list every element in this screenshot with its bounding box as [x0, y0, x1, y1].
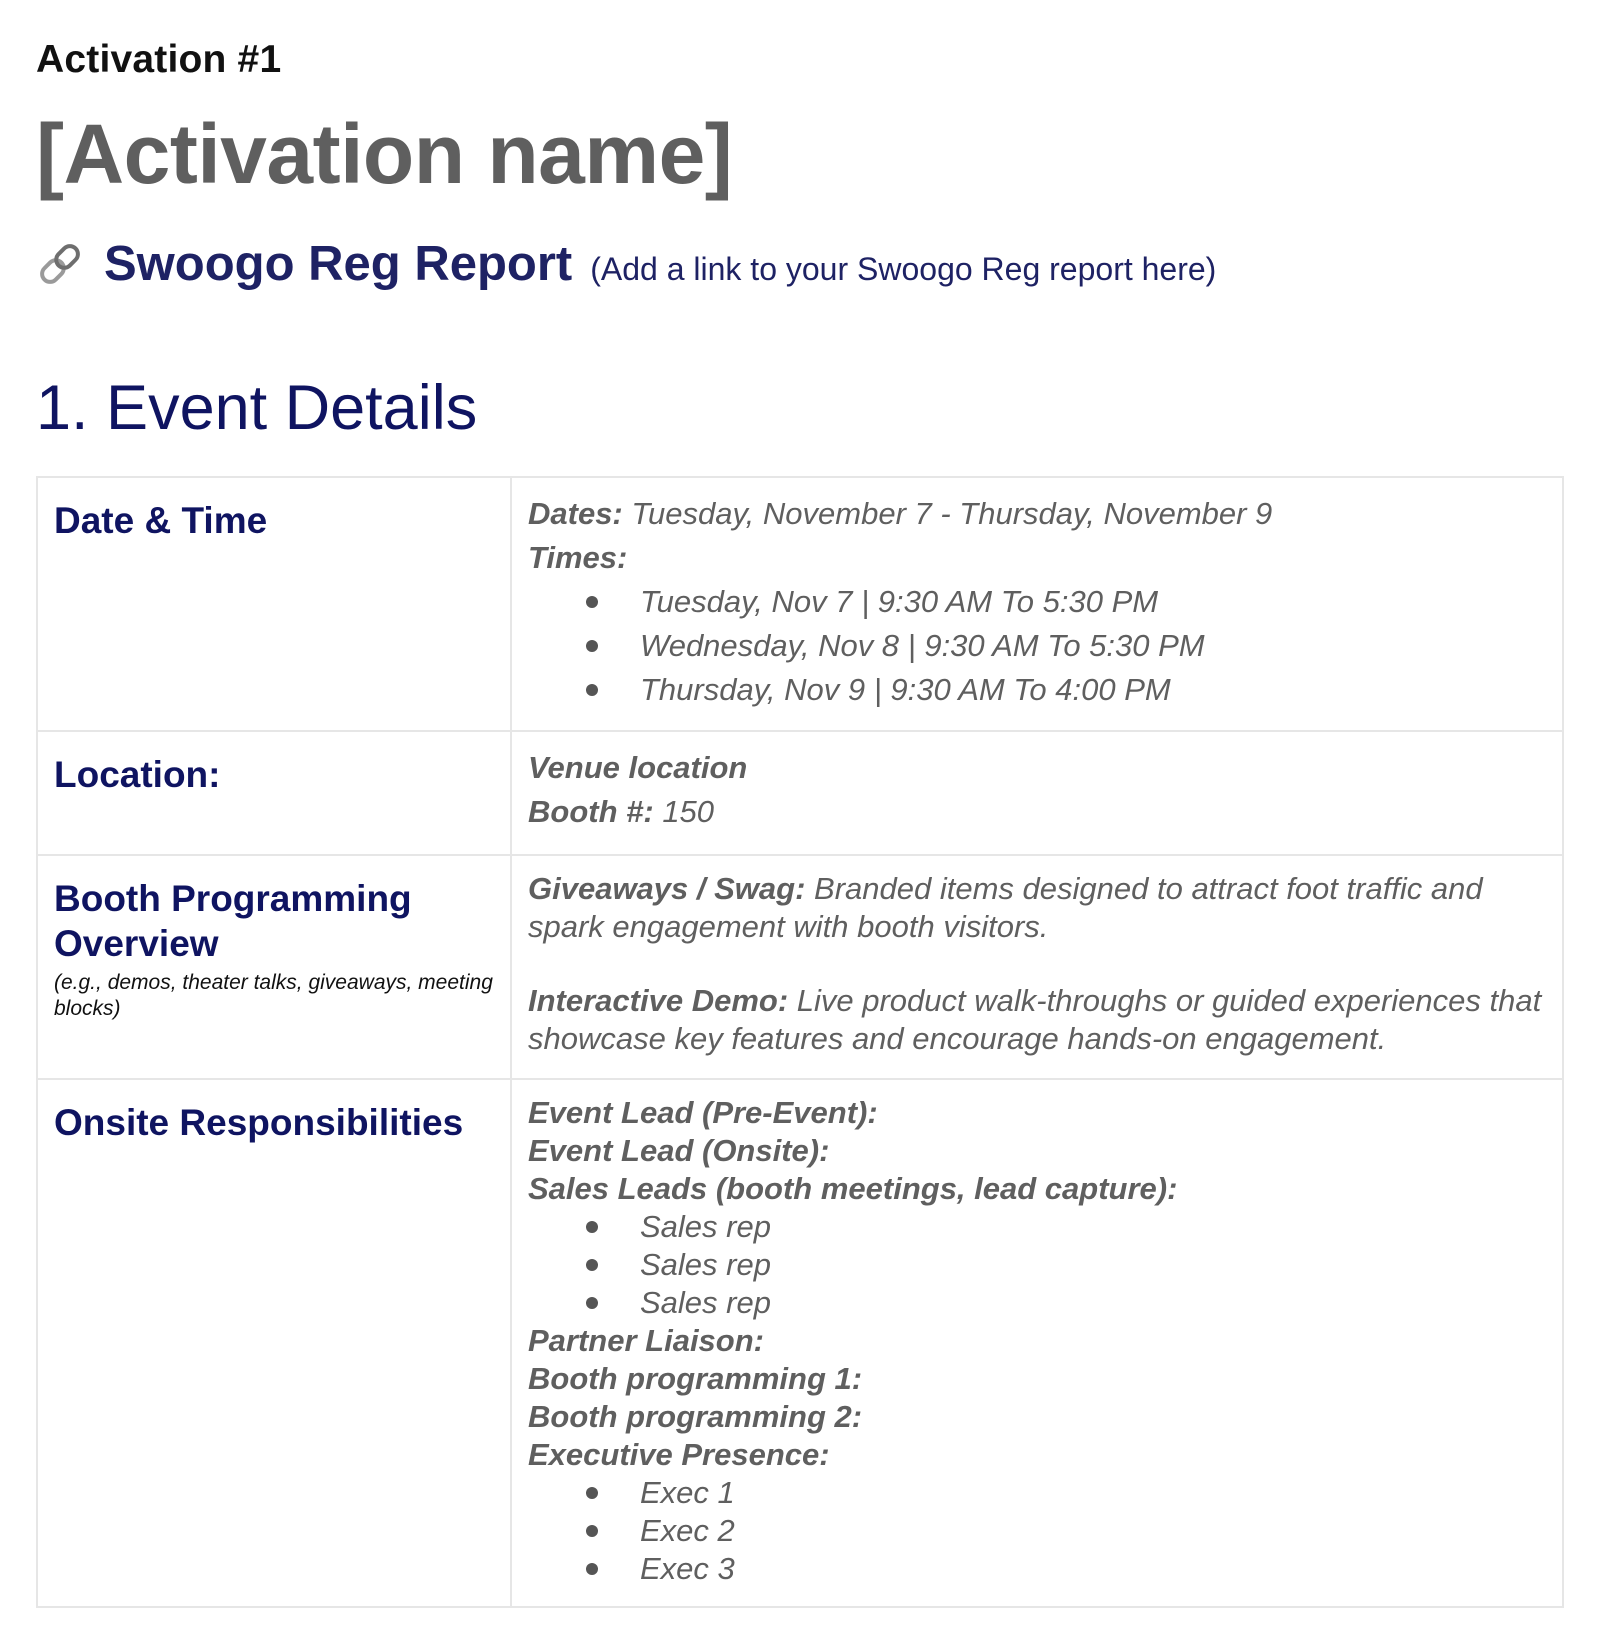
times-key: Times: [528, 540, 628, 575]
list-item: Exec 2 [586, 1512, 1546, 1550]
table-row-booth-programming [37, 855, 1563, 1079]
execs-list [528, 1474, 1546, 1588]
list-item: Thursday, Nov 9 | 9:30 AM To 4:00 PM [586, 668, 1546, 712]
bullet-icon [586, 1487, 598, 1499]
activation-name-title[interactable]: [Activation name] [36, 107, 733, 201]
row-label-location: Location: [54, 754, 221, 795]
paragraph-gap [528, 946, 1546, 982]
list-item: Sales rep [586, 1246, 1546, 1284]
booth-value: 150 [653, 794, 715, 829]
value-cell-location[interactable] [511, 731, 1563, 855]
list-item: Exec 1 [586, 1474, 1546, 1512]
booth-key: Booth #: [528, 794, 654, 829]
list-item: Tuesday, Nov 7 | 9:30 AM To 5:30 PM [586, 580, 1546, 624]
label-cell [37, 855, 511, 1079]
sales-leads: Sales Leads (booth meetings, lead capture): [528, 1171, 1178, 1206]
demo-paragraph [528, 982, 1546, 1058]
booth-programming-2: Booth programming 2: [528, 1399, 863, 1434]
row-hint-booth-programming: (e.g., demos, theater talks, giveaways, meeting blocks) [54, 971, 493, 1020]
times-list [528, 580, 1546, 712]
demo-value: Live product walk-throughs or guided experiences that showcase key features and encourage hands-on engagement. [528, 983, 1542, 1056]
table-row-onsite [37, 1079, 1563, 1607]
list-item: Wednesday, Nov 8 | 9:30 AM To 5:30 PM [586, 624, 1546, 668]
reg-report-row [36, 232, 1216, 292]
value-cell-onsite[interactable] [511, 1079, 1563, 1607]
list-item: Sales rep [586, 1208, 1546, 1246]
swoogo-reg-report-link[interactable]: Swoogo Reg Report [104, 237, 573, 291]
reg-report-note: (Add a link to your Swoogo Reg report here) [590, 251, 1217, 287]
times-line [528, 536, 1546, 580]
demo-key: Interactive Demo: [528, 983, 789, 1018]
bullet-icon [586, 1259, 598, 1271]
bullet-icon [586, 1563, 598, 1575]
dates-key: Dates: [528, 496, 623, 531]
event-details-table [36, 476, 1564, 1608]
executive-presence: Executive Presence: [528, 1437, 830, 1472]
booth-programming-1: Booth programming 1: [528, 1361, 863, 1396]
list-item: Exec 3 [586, 1550, 1546, 1588]
venue-line [528, 746, 1546, 790]
activation-label: Activation #1 [36, 38, 282, 81]
sales-reps-list [528, 1208, 1546, 1322]
bullet-icon [586, 1221, 598, 1233]
label-cell [37, 477, 511, 731]
event-lead-onsite: Event Lead (Onsite): [528, 1133, 830, 1168]
bullet-icon [586, 596, 598, 608]
section-heading-event-details: 1. Event Details [36, 373, 478, 443]
event-lead-pre: Event Lead (Pre-Event): [528, 1095, 878, 1130]
bullet-icon [586, 1525, 598, 1537]
giveaways-paragraph [528, 870, 1546, 946]
row-label-onsite: Onsite Responsibilities [54, 1102, 464, 1143]
row-label-date-time: Date & Time [54, 500, 268, 541]
label-cell [37, 1079, 511, 1607]
bullet-icon [586, 640, 598, 652]
giveaways-key: Giveaways / Swag: [528, 871, 806, 906]
table-row-date-time [37, 477, 1563, 731]
partner-liaison: Partner Liaison: [528, 1323, 764, 1358]
giveaways-value: Branded items designed to attract foot traffic and spark engagement with booth visitors. [528, 871, 1483, 944]
venue-location: Venue location [528, 750, 748, 785]
row-label-booth-programming: Booth Programming Overview [54, 878, 412, 964]
bullet-icon [586, 684, 598, 696]
bullet-icon [586, 1297, 598, 1309]
booth-line [528, 790, 1546, 834]
link-icon [36, 240, 84, 288]
value-cell-date-time[interactable] [511, 477, 1563, 731]
dates-value: Tuesday, November 7 - Thursday, November 9 [622, 496, 1273, 531]
value-cell-booth-programming[interactable] [511, 855, 1563, 1079]
label-cell [37, 731, 511, 855]
dates-line [528, 492, 1546, 536]
table-row-location [37, 731, 1563, 855]
list-item: Sales rep [586, 1284, 1546, 1322]
